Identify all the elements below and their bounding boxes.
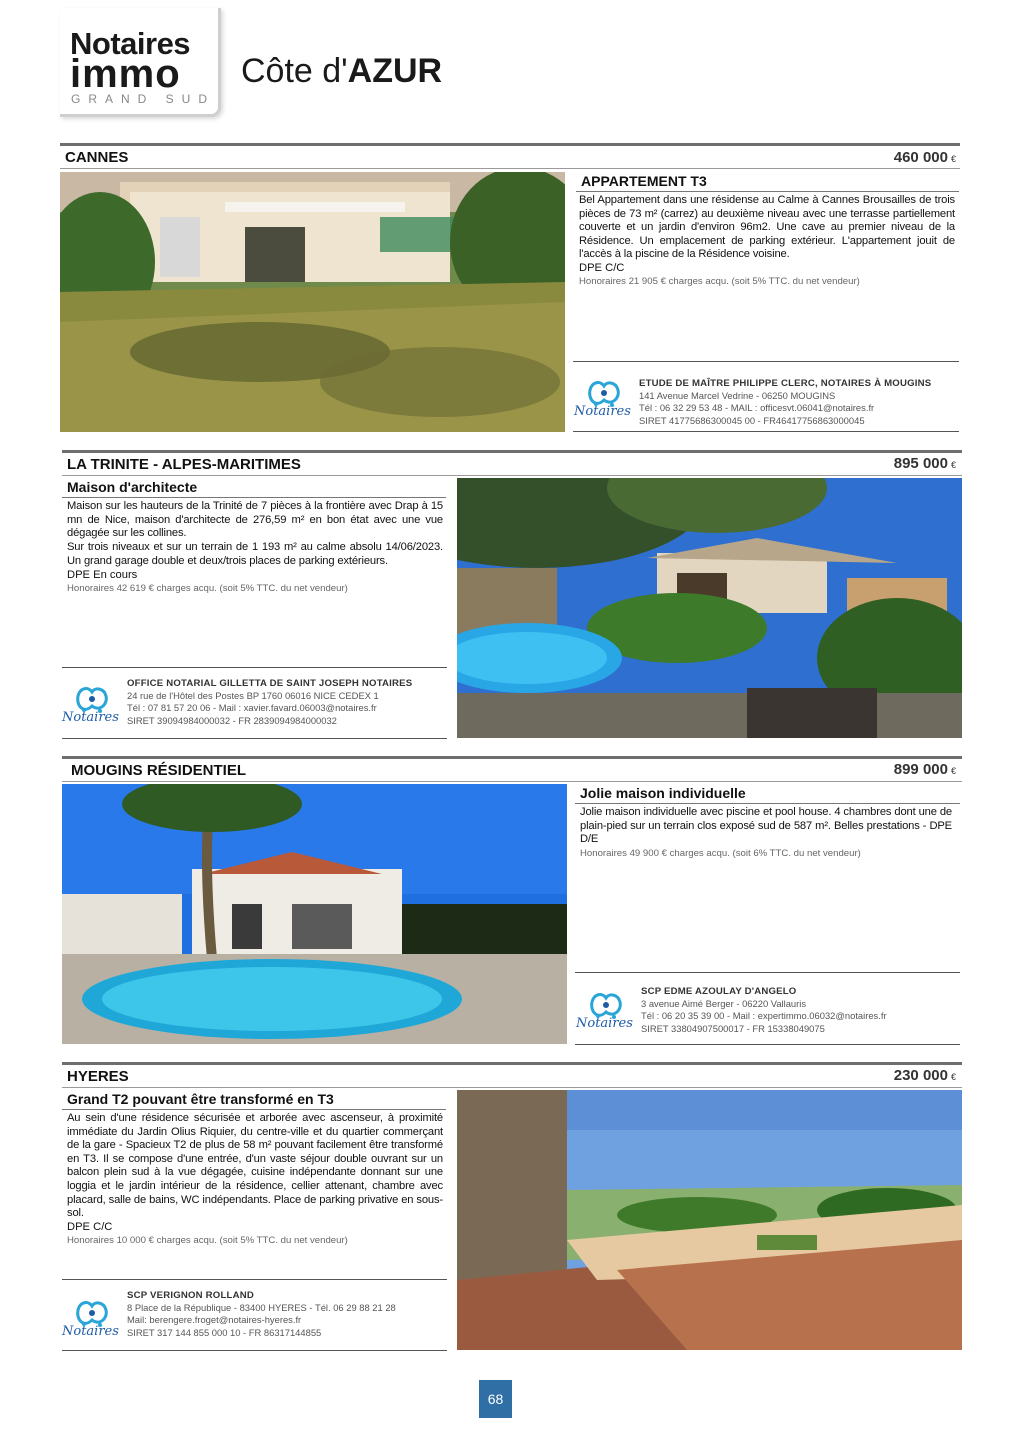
agency-address: 3 avenue Aimé Berger - 06220 Vallauris	[641, 998, 807, 1009]
listing-city: HYERES	[67, 1068, 129, 1085]
agency-contact[interactable]: Tél : 07 81 57 20 06 - Mail : xavier.favard.06003@notaires.fr	[127, 702, 377, 713]
section-rule	[62, 756, 962, 759]
page-number: 68	[479, 1380, 512, 1418]
notaires-logo	[574, 370, 636, 422]
listing-city: MOUGINS RÉSIDENTIEL	[71, 762, 247, 779]
listing-city: LA TRINITE - ALPES-MARITIMES	[67, 456, 301, 473]
listing-fees: Honoraires 21 905 € charges acqu. (soit 5% TTC. du net vendeur)	[579, 276, 860, 287]
region-prefix: Côte d'	[241, 52, 348, 90]
listing-title: Maison d'architecte	[67, 479, 198, 495]
agency-rule-bottom	[575, 1044, 960, 1045]
region-title	[241, 52, 442, 91]
agency-contact[interactable]: Mail: berengere.froget@notaires-hyeres.fr	[127, 1314, 302, 1325]
notaires-logo-text: Notaires	[62, 710, 119, 725]
agency-siret: SIRET 39094984000032 - FR 2839094984000032	[127, 715, 337, 726]
agency-address: 8 Place de la République - 83400 HYERES - Tél. 06 29 88 21 28	[127, 1302, 396, 1313]
listing-fees: Honoraires 42 619 € charges acqu. (soit 5% TTC. du net vendeur)	[67, 583, 348, 594]
listing-dpe: DPE C/C	[579, 262, 625, 274]
listing-fees: Honoraires 10 000 € charges acqu. (soit 5% TTC. du net vendeur)	[67, 1235, 348, 1246]
agency-rule-top	[62, 1279, 447, 1280]
property-photo	[457, 1090, 962, 1350]
listing-description: Bel Appartement dans une résidense au Calme à Cannes Brousailles de trois pièces de 73 m² (carrez) au deuxième niveau avec une terrasse partiellement couverte et un jardin d'environ 96m2. Une cave au premier niveau de la Résidence. Un emplacement de parking extérieur. L'appartement jouit de l'accès à la piscine de la Résidence voisine.	[579, 194, 955, 261]
section-underline	[62, 1087, 962, 1088]
title-rule	[62, 497, 446, 498]
agency-siret: SIRET 317 144 855 000 10 - FR 86317144855	[127, 1327, 322, 1338]
property-photo	[60, 172, 565, 432]
section-underline	[60, 168, 960, 169]
section-underline	[62, 475, 962, 476]
listing-dpe: DPE En cours	[67, 569, 138, 581]
section-rule	[62, 450, 962, 453]
listing-title: APPARTEMENT T3	[581, 173, 707, 189]
listing-price: 895 000 €	[893, 455, 956, 472]
agency-name: ETUDE DE MAÎTRE PHILIPPE CLERC, NOTAIRES À MOUGINS	[639, 378, 932, 389]
listing-description: Au sein d'une résidence sécurisée et arborée avec ascenseur, à proximité immédiate du Jardin Olius Riquier, du centre-ville et du quartier commerçant de la gare - Spacieux T2 de plus de 58 m² pouvant facilement être transformé en T3. Il se compose d'une entrée, d'un vaste séjour double ouvrant sur un balcon plein sud à la vue dégagée, cuisine indépendante donnant sur une loggia et le jardin intérieur de la résidence, cellier attenant, chambre avec placard, salle de bains, WC indépendants. Place de parking privative en sous-sol.	[67, 1112, 443, 1220]
region-name: AZUR	[347, 52, 443, 90]
listing-description: Jolie maison individuelle avec piscine et pool house. 4 chambres dont une de plain-pied sur un terrain clos exposé sud de 587 m². Belles prestations - DPE D/E	[580, 806, 952, 846]
agency-rule-top	[62, 667, 447, 668]
agency-address: 141 Avenue Marcel Vedrine - 06250 MOUGINS	[639, 390, 836, 401]
section-rule	[60, 143, 960, 146]
listing-description: Maison sur les hauteurs de la Trinité de 7 pièces à la frontière avec Drap à 15 mn de Nice, maison d'architecte de 276,59 m² en bon état avec une vue dégagée sur les collines.	[67, 500, 443, 540]
logo-word-immo: immo	[70, 52, 181, 96]
listing-title: Jolie maison individuelle	[580, 785, 746, 801]
title-rule	[576, 191, 959, 192]
listing-city: CANNES	[65, 149, 129, 166]
listing-price: 460 000 €	[893, 149, 956, 166]
agency-name: OFFICE NOTARIAL GILLETTA DE SAINT JOSEPH NOTAIRES	[127, 678, 413, 689]
agency-rule-bottom	[573, 431, 959, 432]
agency-siret: SIRET 41775686300045 00 - FR46417756863000045	[639, 415, 865, 426]
agency-contact[interactable]: Tél : 06 20 35 39 00 - Mail : expertimmo.06032@notaires.fr	[641, 1010, 887, 1021]
property-photo	[457, 478, 962, 738]
section-underline	[62, 781, 962, 782]
listing-fees: Honoraires 49 900 € charges acqu. (soit 6% TTC. du net vendeur)	[580, 848, 861, 859]
agency-rule-top	[573, 361, 959, 362]
section-rule	[62, 1062, 962, 1065]
agency-name: SCP EDME AZOULAY D'ANGELO	[641, 986, 797, 997]
listing-title: Grand T2 pouvant être transformé en T3	[67, 1091, 334, 1107]
notaires-logo	[576, 982, 638, 1034]
agency-rule-bottom	[62, 1350, 447, 1351]
listing-price: 230 000 €	[893, 1067, 956, 1084]
brand-logo	[60, 8, 221, 117]
notaires-logo	[62, 676, 124, 728]
title-rule	[62, 1109, 446, 1110]
listing-price: 899 000 €	[893, 761, 956, 778]
title-rule	[575, 803, 960, 804]
agency-rule-top	[575, 972, 960, 973]
agency-name: SCP VERIGNON ROLLAND	[127, 1290, 254, 1301]
agency-siret: SIRET 33804907500017 - FR 15338049075	[641, 1023, 825, 1034]
agency-rule-bottom	[62, 738, 447, 739]
notaires-logo-text: Notaires	[576, 1016, 633, 1031]
logo-tagline: GRAND SUD	[71, 92, 216, 106]
property-photo	[62, 784, 567, 1044]
logo-word-notaires: Notaires	[70, 26, 191, 61]
listing-dpe: DPE C/C	[67, 1221, 113, 1233]
notaires-logo-text: Notaires	[574, 404, 631, 419]
agency-contact[interactable]: Tél : 06 32 29 53 48 - MAIL : officesvt.06041@notaires.fr	[639, 402, 875, 413]
notaires-logo	[62, 1290, 124, 1342]
notaires-logo-text: Notaires	[62, 1324, 119, 1339]
agency-address: 24 rue de l'Hôtel des Postes BP 1760 06016 NICE CEDEX 1	[127, 690, 379, 701]
listing-description-2: Sur trois niveaux et sur un terrain de 1 193 m² au calme absolu 14/06/2023. Un grand garage double et deux/trois places de parking extérieurs.	[67, 541, 443, 567]
